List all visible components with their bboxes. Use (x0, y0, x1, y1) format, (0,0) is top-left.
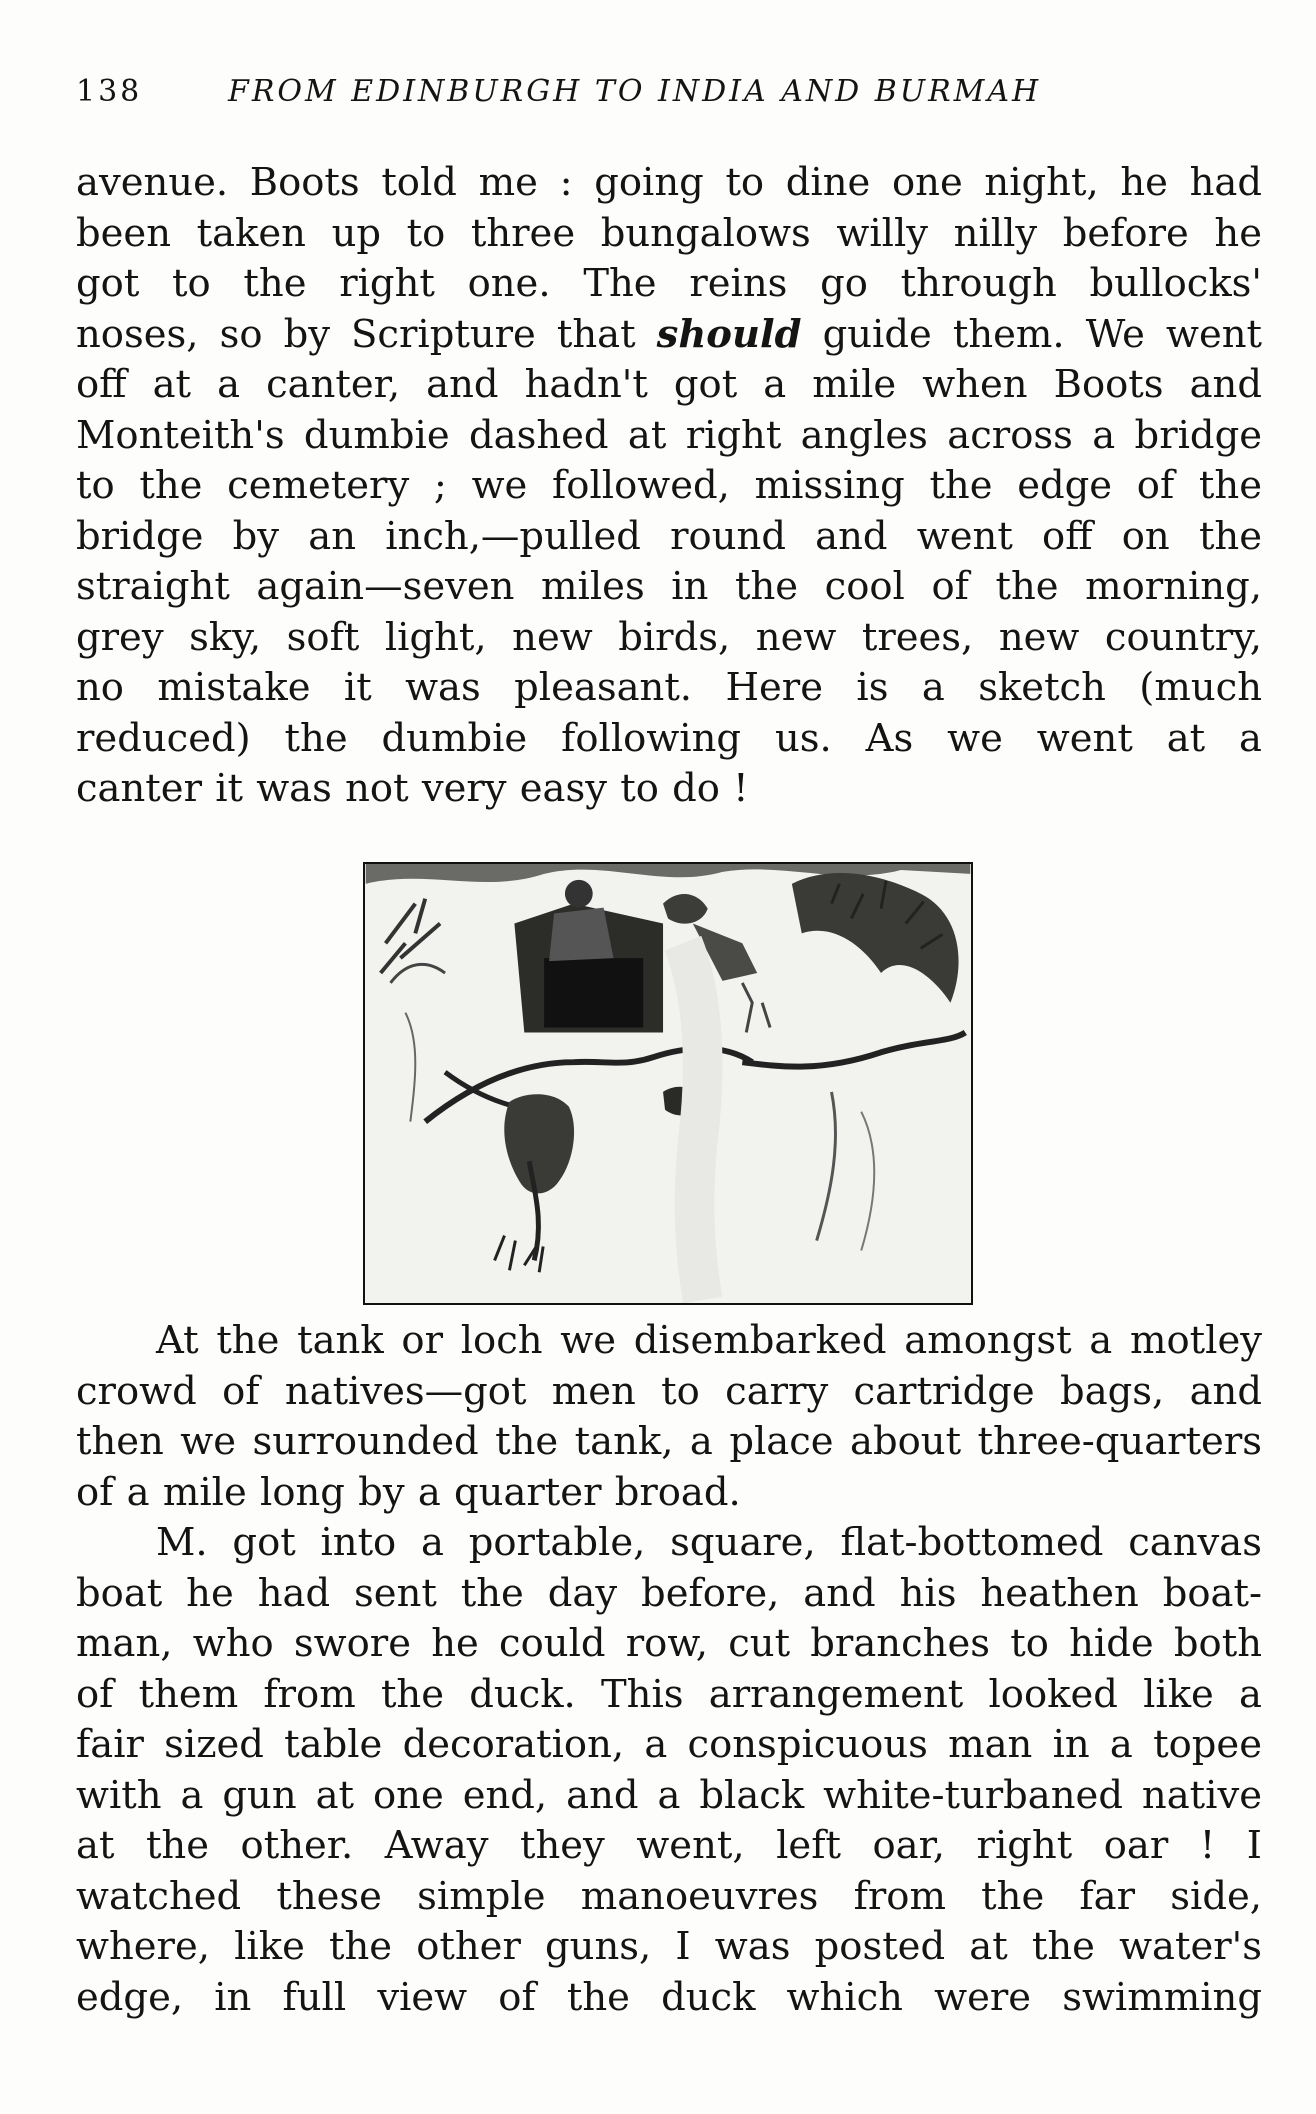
text-segment: guide them. We went (801, 311, 1263, 357)
text-line: got to the right one. The reins go through bullocks' (76, 261, 1262, 306)
text-line: edge, in full view of the duck which were swimming (76, 1974, 1262, 2020)
text-line: reduced) the dumbie following us. As we went at a (76, 715, 1262, 761)
text-line: avenue. Boots told me : going to dine one night, he had (76, 160, 1262, 205)
text-line: crowd of natives—got men to carry cartridge bags, and (76, 1368, 1262, 1414)
text-line (76, 310, 1262, 361)
text-line: watched these simple manoeuvres from the far side, (76, 1873, 1262, 1919)
text-line: been taken up to three bungalows willy nilly before he (76, 210, 1262, 256)
page-number: 138 (76, 74, 143, 109)
text-line: grey sky, soft light, new birds, new trees, new country, (76, 614, 1262, 660)
text-line: M. got into a portable, square, flat-bottomed canvas (156, 1520, 1262, 1565)
text-line: fair sized table decoration, a conspicuous man in a topee (76, 1722, 1262, 1767)
running-head (76, 74, 1136, 118)
bullock-cart-sketch (365, 864, 971, 1303)
text-line: with a gun at one end, and a black white-turbaned native (76, 1772, 1262, 1818)
paragraph-1 (76, 158, 1262, 815)
running-title: FROM EDINBURGH TO INDIA AND BURMAH (228, 74, 1042, 109)
text-line: at the other. Away they went, left oar, right oar ! I (76, 1823, 1262, 1868)
text-line: Monteith's dumbie dashed at right angles across a bridge (76, 412, 1262, 458)
text-line: where, like the other guns, I was posted at the water's (76, 1924, 1262, 1969)
sketch-illustration (363, 862, 973, 1305)
text-line: boat he had sent the day before, and his heathen boat- (76, 1570, 1262, 1616)
text-line: off at a canter, and hadn't got a mile when Boots and (76, 362, 1262, 407)
text-line: no mistake it was pleasant. Here is a sketch (much (76, 665, 1262, 710)
text-line: then we surrounded the tank, a place about three-quarters (76, 1419, 1262, 1464)
paragraph-2 (76, 1316, 1262, 1518)
italic-word: should (656, 311, 802, 357)
text-line: At the tank or loch we disembarked amongst a motley (156, 1318, 1262, 1363)
text-line: of them from the duck. This arrangement looked like a (76, 1671, 1262, 1717)
text-segment: noses, so by Scripture that (76, 311, 657, 357)
text-line: man, who swore he could row, cut branches to hide both (76, 1621, 1262, 1666)
paragraph-3 (76, 1518, 1262, 2023)
text-line: bridge by an inch,—pulled round and went off on the (76, 513, 1262, 559)
text-line: of a mile long by a quarter broad. (76, 1469, 741, 1515)
text-line: to the cemetery ; we followed, missing the edge of the (76, 463, 1262, 508)
text-line: straight again—seven miles in the cool of the morning, (76, 564, 1262, 609)
text-line: canter it was not very easy to do ! (76, 766, 749, 811)
